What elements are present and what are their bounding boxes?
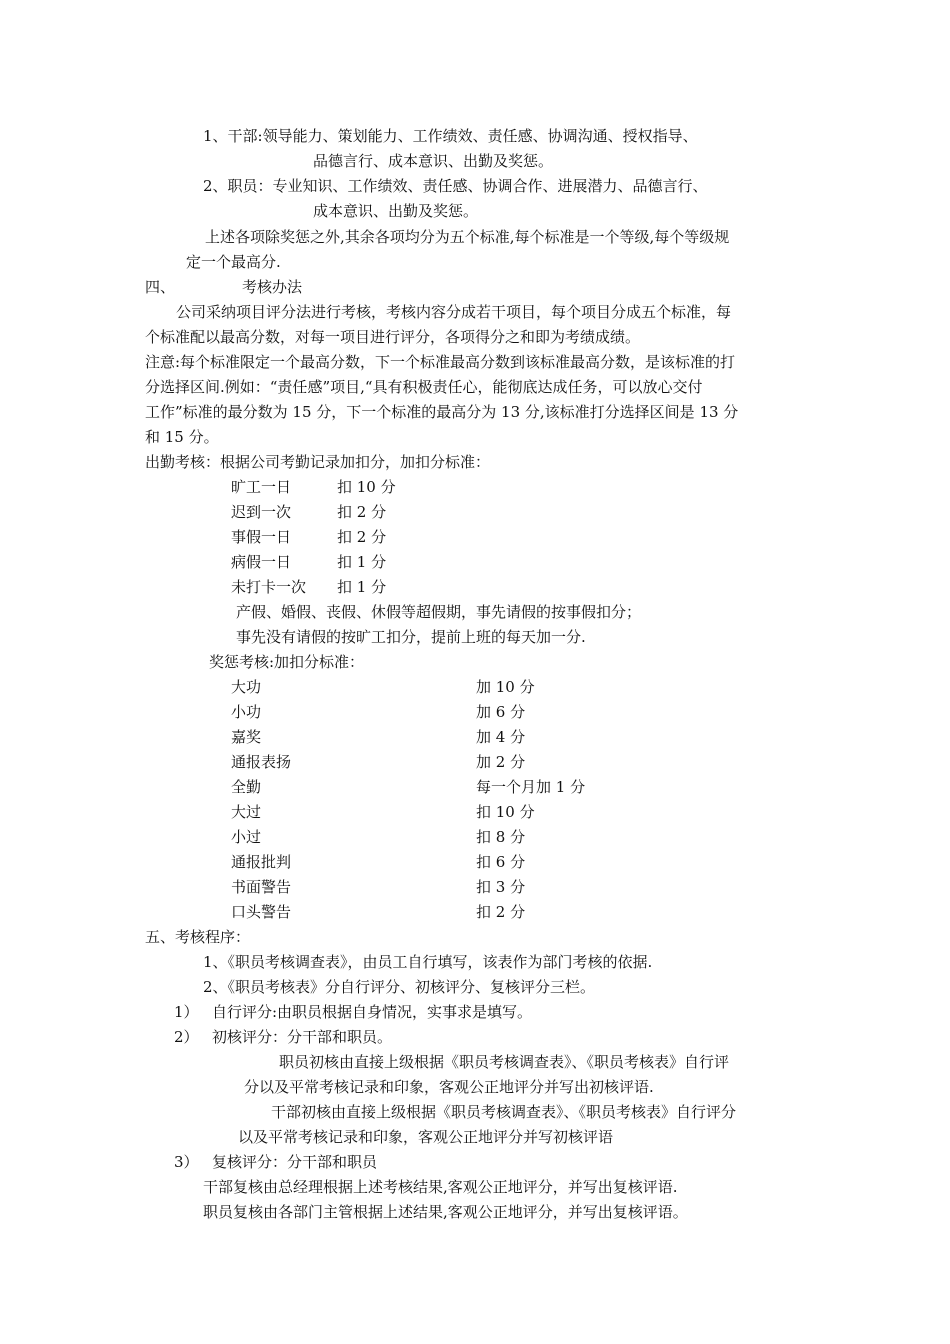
attendance-item-label: 事假一日 bbox=[231, 528, 292, 546]
section4-para-line2: 个标准配以最高分数，对每一项目进行评分，各项得分之和即为考绩成绩。 bbox=[145, 328, 641, 346]
step3-text: 复核评分：分干部和职员 bbox=[212, 1153, 378, 1171]
reward-item-label: 书面警告 bbox=[231, 878, 292, 896]
reward-item-label: 大过 bbox=[231, 803, 262, 821]
step2-cadre-line1: 干部初核由直接上级根据《职员考核调查表》、《职员考核表》自行评分 bbox=[271, 1103, 737, 1121]
rewards-heading: 奖惩考核:加扣分标准： bbox=[209, 653, 365, 671]
attendance-item-value: 扣 1 分 bbox=[337, 553, 387, 571]
reward-item-value: 扣 6 分 bbox=[476, 853, 526, 871]
attendance-item-label: 病假一日 bbox=[231, 553, 292, 571]
section5-item2: 2、《职员考核表》分自行评分、初核评分、复核评分三栏。 bbox=[203, 978, 596, 996]
section4-para-line1: 公司采纳项目评分法进行考核，考核内容分成若干项目，每个项目分成五个标准，每 bbox=[176, 303, 732, 321]
attendance-item-value: 扣 1 分 bbox=[337, 578, 387, 596]
reward-item-value: 加 4 分 bbox=[476, 728, 526, 746]
step1-text: 自行评分:由职员根据自身情况，实事求是填写。 bbox=[212, 1003, 533, 1021]
step3-number: 3） bbox=[174, 1153, 199, 1171]
section4-number: 四、 bbox=[145, 278, 176, 296]
section4-note-line1: 注意:每个标准限定一个最高分数，下一个标准最高分数到该标准最高分数，是该标准的打 bbox=[145, 353, 736, 371]
reward-item-label: 小过 bbox=[231, 828, 262, 846]
attendance-item-label: 未打卡一次 bbox=[231, 578, 307, 596]
criteria-staff-line2: 成本意识、出勤及奖惩。 bbox=[313, 202, 479, 220]
section4-note-line4: 和 15 分。 bbox=[145, 428, 219, 446]
attendance-item-value: 扣 10 分 bbox=[337, 478, 396, 496]
attendance-item-value: 扣 2 分 bbox=[337, 503, 387, 521]
step3-staff: 职员复核由各部门主管根据上述结果,客观公正地评分，并写出复核评语。 bbox=[203, 1203, 688, 1221]
section5-title: 五、考核程序： bbox=[145, 928, 251, 946]
step1-number: 1） bbox=[174, 1003, 199, 1021]
section4-note-line3: 工作”标准的最分数为 15 分，下一个标准的最高分为 13 分,该标准打分选择区间是 13 分 bbox=[145, 403, 739, 421]
criteria-cadre-line1: 1、干部:领导能力、策划能力、工作绩效、责任感、协调沟通、授权指导、 bbox=[203, 127, 698, 145]
attendance-item-label: 旷工一日 bbox=[231, 478, 292, 496]
section4-note-line2: 分选择区间.例如：“责任感”项目,“具有积极责任心，能彻底达成任务，可以放心交付 bbox=[145, 378, 703, 396]
step2-staff-line1: 职员初核由直接上级根据《职员考核调查表》、《职员考核表》自行评 bbox=[279, 1053, 730, 1071]
section5-item1: 1、《职员考核调查表》，由员工自行填写，该表作为部门考核的依据. bbox=[203, 953, 653, 971]
reward-item-value: 每一个月加 1 分 bbox=[476, 778, 586, 796]
reward-item-value: 加 6 分 bbox=[476, 703, 526, 721]
reward-item-value: 扣 8 分 bbox=[476, 828, 526, 846]
reward-item-label: 口头警告 bbox=[231, 903, 292, 921]
reward-item-label: 大功 bbox=[231, 678, 262, 696]
reward-item-label: 通报表扬 bbox=[231, 753, 292, 771]
reward-item-label: 小功 bbox=[231, 703, 262, 721]
reward-item-label: 嘉奖 bbox=[231, 728, 262, 746]
step2-cadre-line2: 以及平常考核记录和印象，客观公正地评分并写初核评语 bbox=[238, 1128, 614, 1146]
step2-number: 2） bbox=[174, 1028, 199, 1046]
section4-title: 考核办法 bbox=[242, 278, 303, 296]
reward-item-value: 加 2 分 bbox=[476, 753, 526, 771]
attendance-extra-line1: 产假、婚假、丧假、休假等超假期，事先请假的按事假扣分； bbox=[236, 603, 642, 621]
step2-text: 初核评分：分干部和职员。 bbox=[212, 1028, 393, 1046]
criteria-note-line2: 定一个最高分. bbox=[186, 253, 281, 271]
criteria-note-line1: 上述各项除奖惩之外,其余各项均分为五个标准,每个标准是一个等级,每个等级规 bbox=[205, 228, 730, 246]
reward-item-value: 扣 10 分 bbox=[476, 803, 535, 821]
reward-item-value: 扣 3 分 bbox=[476, 878, 526, 896]
attendance-extra-line2: 事先没有请假的按旷工扣分，提前上班的每天加一分. bbox=[236, 628, 586, 646]
reward-item-value: 加 10 分 bbox=[476, 678, 535, 696]
attendance-item-label: 迟到一次 bbox=[231, 503, 292, 521]
criteria-cadre-line2: 品德言行、成本意识、出勤及奖惩。 bbox=[313, 152, 554, 170]
attendance-item-value: 扣 2 分 bbox=[337, 528, 387, 546]
step3-cadre: 干部复核由总经理根据上述考核结果,客观公正地评分，并写出复核评语. bbox=[203, 1178, 678, 1196]
step2-staff-line2: 分以及平常考核记录和印象，客观公正地评分并写出初核评语. bbox=[244, 1078, 654, 1096]
criteria-staff-line1: 2、职员：专业知识、工作绩效、责任感、协调合作、进展潜力、品德言行、 bbox=[203, 177, 708, 195]
reward-item-value: 扣 2 分 bbox=[476, 903, 526, 921]
reward-item-label: 通报批判 bbox=[231, 853, 292, 871]
attendance-heading: 出勤考核：根据公司考勤记录加扣分，加扣分标准： bbox=[145, 453, 491, 471]
reward-item-label: 全勤 bbox=[231, 778, 262, 796]
